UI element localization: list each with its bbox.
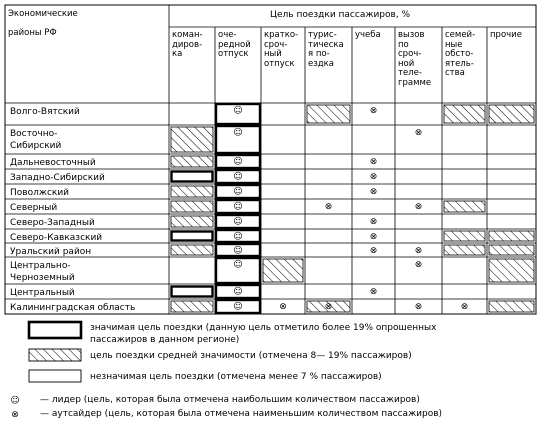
- leader-icon: ☺: [233, 172, 243, 182]
- row-label: Восточно- Сибирский: [10, 129, 62, 151]
- leader-icon: ☺: [233, 187, 243, 197]
- outsider-icon: ⊗: [279, 302, 287, 312]
- leader-icon: ☺: [233, 246, 243, 256]
- corner-header: Экономические районы РФ: [8, 9, 78, 39]
- outsider-icon: ⊗: [414, 246, 423, 256]
- legend-none-text: незначимая цель поездки (отмечена менее 7 % пассажиров): [90, 372, 382, 382]
- column-header: коман- диров- ка: [172, 30, 203, 60]
- row-label: Западно-Сибирский: [10, 173, 105, 183]
- column-header: турис- тическа я по- ездка: [308, 30, 344, 69]
- outsider-icon: ⊗: [369, 246, 378, 256]
- row-label: Северо-Западный: [10, 218, 95, 228]
- column-header: кратко- сроч- ный отпуск: [264, 30, 299, 69]
- outsider-icon: ⊗: [324, 202, 333, 212]
- row-label: Поволжский: [10, 188, 70, 198]
- row-label: Уральский район: [10, 247, 92, 257]
- legend-strong-text: значимая цель поездки (данную цель отметило более 19% опрошенных пассажиров в данном регионе): [90, 323, 437, 345]
- row-label: Дальневосточный: [10, 158, 96, 168]
- legend-outsider-icon: ⊗: [11, 410, 19, 420]
- outsider-icon: ⊗: [369, 187, 378, 197]
- leader-icon: ☺: [233, 202, 243, 212]
- leader-icon: ☺: [233, 157, 243, 167]
- outsider-icon: ⊗: [369, 106, 378, 116]
- column-header: семей- ные обсто- ятель- ства: [445, 30, 476, 79]
- leader-icon: ☺: [233, 287, 243, 297]
- legend-leader-text: — лидер (цель, которая была отмечена наибольшим количеством пассажиров): [40, 395, 420, 405]
- outsider-icon: ⊗: [414, 202, 423, 212]
- legend-outsider-text: — аутсайдер (цель, которая была отмечена наименьшим количеством пассажиров): [40, 409, 443, 419]
- outsider-icon: ⊗: [369, 172, 378, 182]
- outsider-icon: ⊗: [369, 217, 378, 227]
- leader-icon: ☺: [233, 128, 243, 138]
- leader-icon: ☺: [233, 260, 243, 270]
- column-header: учеба: [355, 30, 381, 40]
- leader-icon: ☺: [233, 106, 243, 116]
- outsider-icon: ⊗: [369, 287, 378, 297]
- leader-icon: ☺: [233, 217, 243, 227]
- legend-medium-text: цель поездки средней значимости (отмечена 8— 19% пассажиров): [90, 351, 412, 361]
- outsider-icon: ⊗: [369, 232, 378, 242]
- column-header: вызов по сроч- ной теле- грамме: [398, 30, 432, 88]
- outsider-icon: ⊗: [460, 302, 469, 312]
- leader-icon: ☺: [233, 302, 243, 312]
- row-label: Северо-Кавказский: [10, 233, 103, 243]
- outsider-icon: ⊗: [369, 157, 378, 167]
- legend-leader-icon: ☺: [10, 396, 20, 406]
- row-label: Центрально- Черноземный: [10, 261, 75, 283]
- column-header: оче- редной отпуск: [218, 30, 251, 60]
- outsider-icon: ⊗: [324, 302, 333, 312]
- outsider-icon: ⊗: [414, 302, 423, 312]
- row-label: Центральный: [10, 288, 75, 298]
- column-header: прочие: [490, 30, 522, 40]
- row-label: Северный: [10, 203, 58, 213]
- row-label: Волго-Вятский: [10, 107, 80, 117]
- outsider-icon: ⊗: [414, 260, 423, 270]
- group-header: Цель поездки пассажиров, %: [270, 10, 411, 20]
- leader-icon: ☺: [233, 232, 243, 242]
- row-label: Калининградская область: [10, 303, 136, 313]
- outsider-icon: ⊗: [414, 128, 423, 138]
